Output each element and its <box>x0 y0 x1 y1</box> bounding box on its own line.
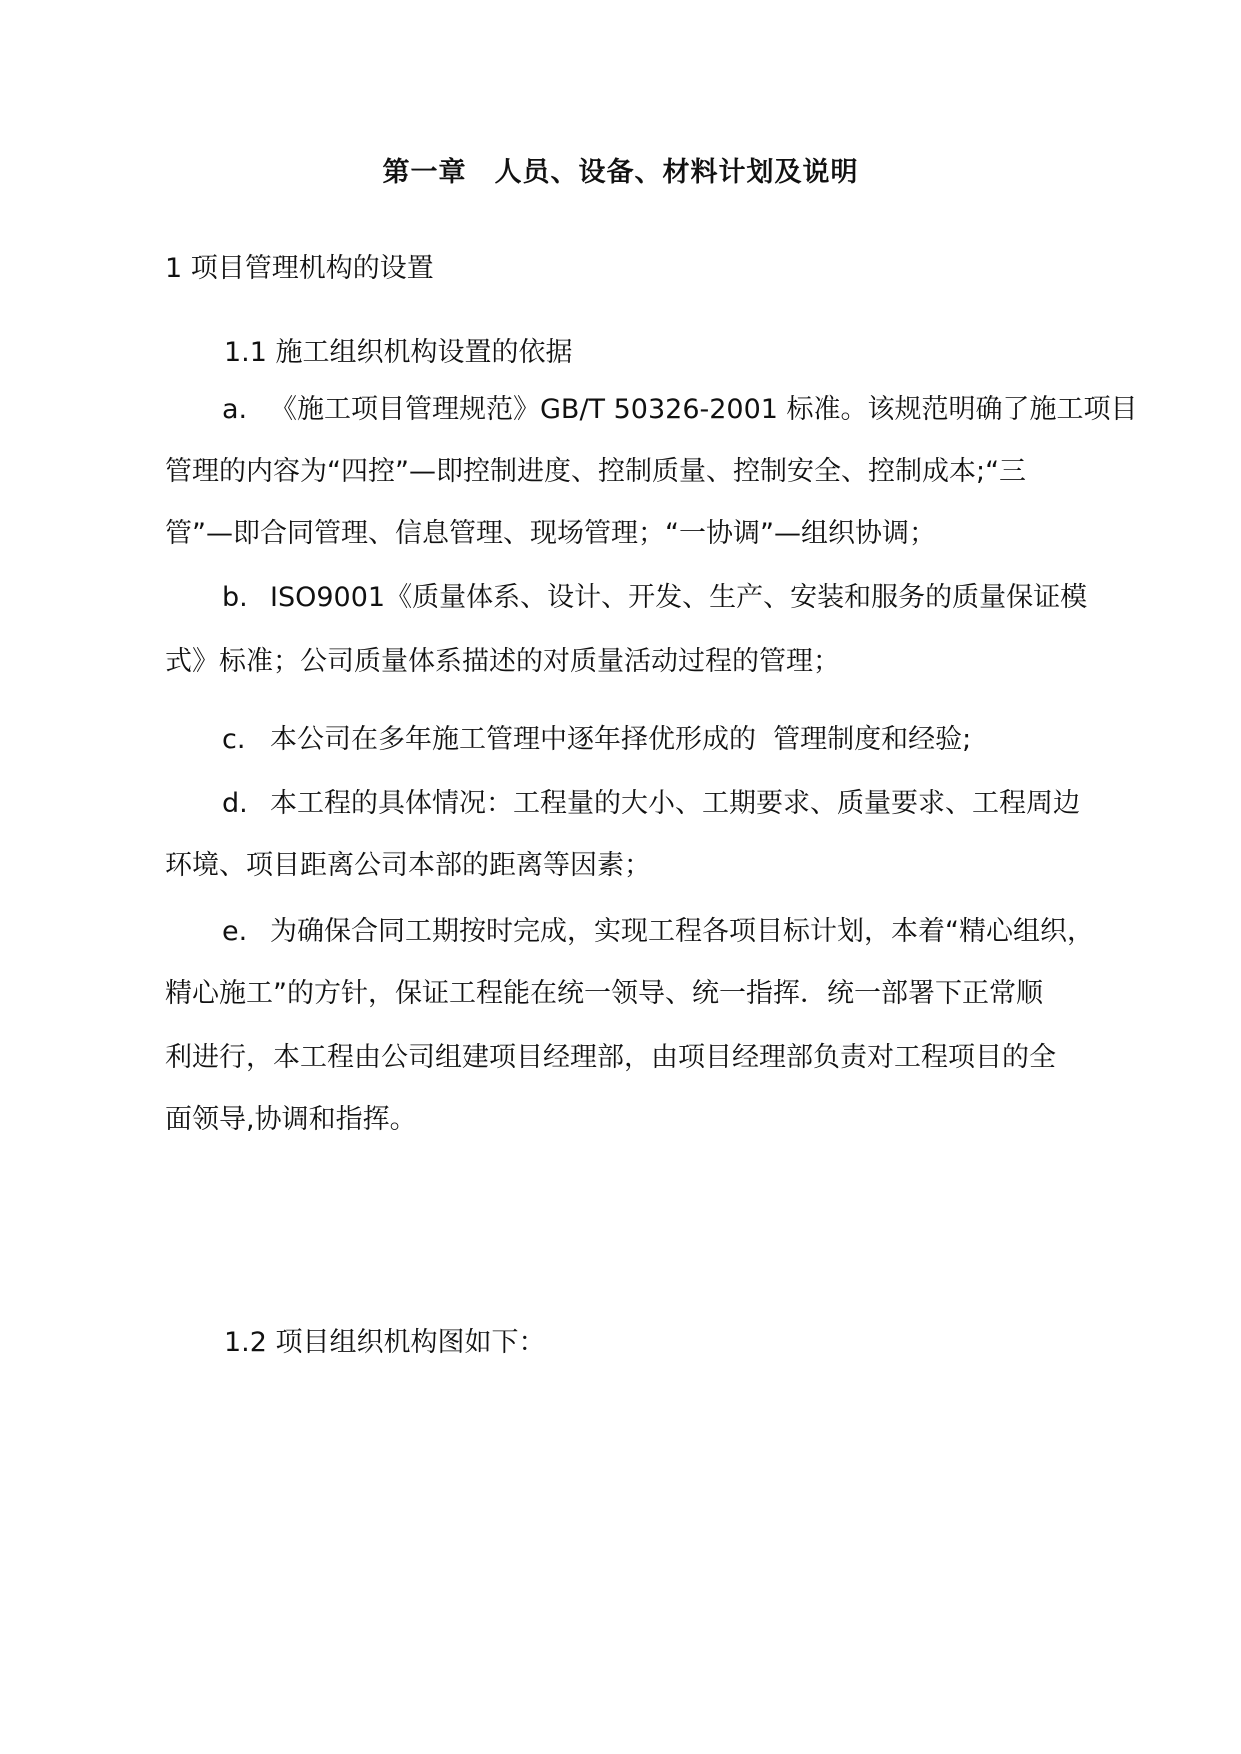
item-c-text-1: 本公司在多年施工管理中逐年择优形成的 管理制度和经验; <box>270 724 972 755</box>
item-a-marker: a. <box>222 394 248 425</box>
section-heading-1-1: 1.1 施工组织机构设置的依据 <box>224 337 573 368</box>
item-b-line-1 <box>222 580 1087 616</box>
item-a-text-2: 管理的内容为“四控”—即控制进度、控制质量、控制安全、控制成本;“三 <box>165 456 1027 487</box>
item-b-text-2: 式》标准；公司质量体系描述的对质量活动过程的管理； <box>165 646 840 677</box>
item-d-text-1: 本工程的具体情况：工程量的大小、工期要求、质量要求、工程周边 <box>270 788 1080 819</box>
item-a-line-1 <box>222 392 1138 428</box>
item-a-text-1: 《施工项目管理规范》GB/T 50326-2001 标准。该规范明确了施工项目 <box>270 394 1138 425</box>
chapter-title: 第一章 人员、设备、材料计划及说明 <box>382 157 859 188</box>
section-heading-1: 1 项目管理机构的设置 <box>165 253 434 284</box>
item-e-text-1: 为确保合同工期按时完成，实现工程各项目标计划，本着“精心组织， <box>270 916 1094 947</box>
item-d-line-1 <box>222 786 1080 822</box>
item-e-text-2: 精心施工”的方针，保证工程能在统一领导、统一指挥．统一部署下正常顺 <box>165 978 1043 1009</box>
item-e-marker: e. <box>222 916 248 947</box>
item-e-text-4: 面领导,协调和指挥。 <box>165 1104 417 1135</box>
item-e-text-3: 利进行，本工程由公司组建项目经理部，由项目经理部负责对工程项目的全 <box>165 1042 1056 1073</box>
item-b-text-1: ISO9001《质量体系、设计、开发、生产、安装和服务的质量保证模 <box>270 582 1088 613</box>
item-b-marker: b. <box>222 582 248 613</box>
item-c-line-1 <box>222 722 971 758</box>
item-d-marker: d. <box>222 788 248 819</box>
item-c-marker: c. <box>222 724 246 755</box>
section-heading-1-2: 1.2 项目组织机构图如下： <box>224 1327 546 1358</box>
item-d-text-2: 环境、项目距离公司本部的距离等因素； <box>165 850 651 881</box>
item-e-line-1 <box>222 914 1094 950</box>
item-a-text-3: 管”—即合同管理、信息管理、现场管理；“一协调”—组织协调； <box>165 518 936 549</box>
